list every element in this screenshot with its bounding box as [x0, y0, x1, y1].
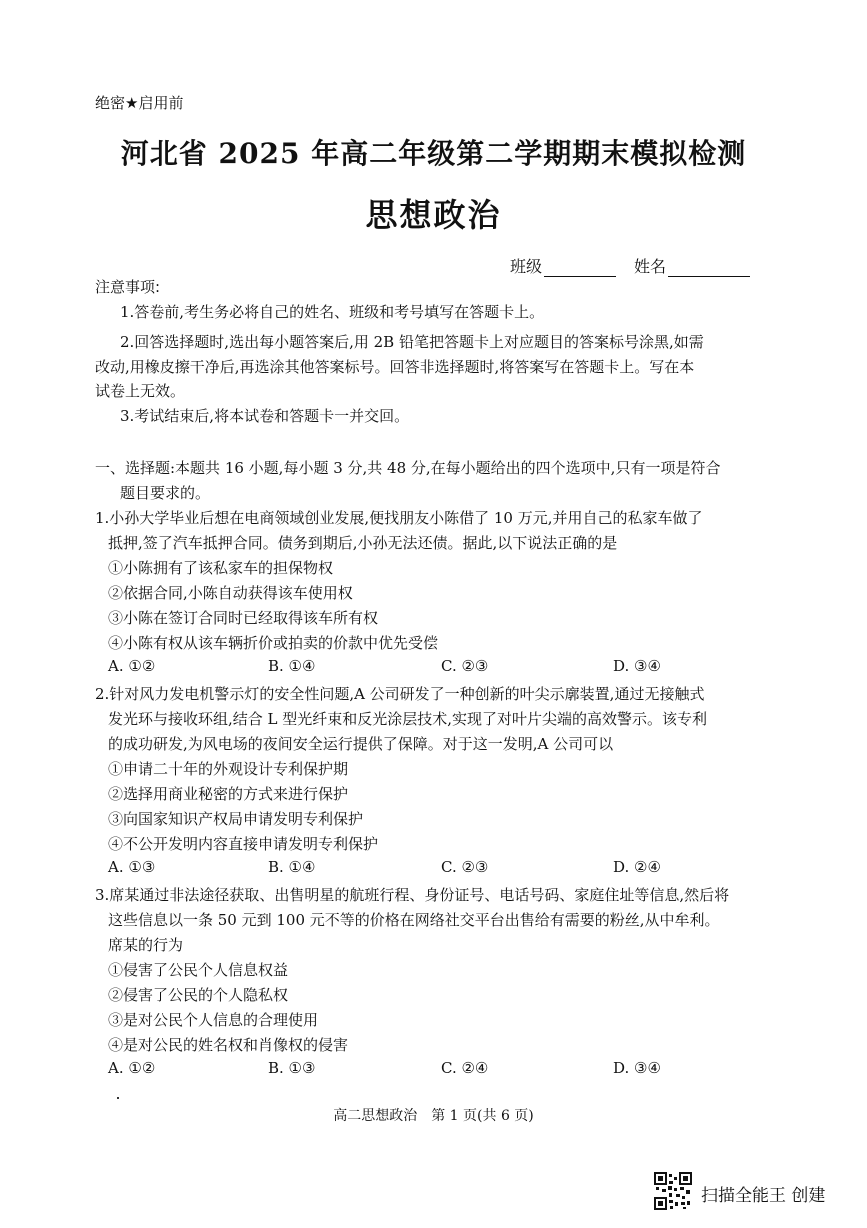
notice-item: 3.考试结束后,将本试卷和答题卡一并交回。 [120, 407, 410, 425]
page-footer: 高二思想政治 第 1 页(共 6 页) [333, 1108, 534, 1124]
question-2-option-b: B. ①④ [268, 858, 316, 876]
question-1-stem: 抵押,签了汽车抵押合同。债务到期后,小孙无法还债。据此,以下说法正确的是 [108, 534, 618, 552]
subject-title: 思想政治 [365, 196, 502, 234]
question-2-option-d: D. ②④ [613, 858, 661, 876]
question-3-stem: 席某的行为 [108, 936, 184, 954]
name-field [634, 254, 750, 277]
confidential-label: 绝密★启用前 [95, 94, 184, 112]
notice-title: 注意事项: [95, 278, 161, 296]
section-heading-cont: 题目要求的。 [120, 484, 211, 502]
question-2-item: ②选择用商业秘密的方式来进行保护 [108, 785, 349, 803]
class-label: 班级 [510, 257, 543, 276]
name-label: 姓名 [634, 257, 667, 276]
notice-item: 1.答卷前,考生务必将自己的姓名、班级和考号填写在答题卡上。 [120, 303, 545, 321]
question-2-stem: 发光环与接收环组,结合 L 型光纤束和反光涂层技术,实现了对叶片尖端的高效警示。该专利 [108, 710, 708, 728]
question-3-stem: 这些信息以一条 50 元到 100 元不等的价格在网络社交平台出售给有需要的粉丝,从中牟利。 [108, 911, 720, 929]
class-field [510, 254, 616, 277]
scan-speck [117, 1097, 119, 1099]
question-3-item: ④是对公民的姓名权和肖像权的侵害 [108, 1036, 349, 1054]
question-1-item: ①小陈拥有了该私家车的担保物权 [108, 559, 334, 577]
question-3-stem: 3.席某通过非法途径获取、出售明星的航班行程、身份证号、电话号码、家庭住址等信息,然后将 [95, 886, 730, 904]
question-3-item: ①侵害了公民个人信息权益 [108, 961, 289, 979]
question-1-option-c: C. ②③ [441, 657, 489, 675]
notice-item: 2.回答选择题时,选出每小题答案后,用 2B 铅笔把答题卡上对应题目的答案标号涂黑,如需 [120, 333, 704, 351]
question-2-item: ④不公开发明内容直接申请发明专利保护 [108, 835, 379, 853]
question-2-stem: 2.针对风力发电机警示灯的安全性问题,A 公司研发了一种创新的叶尖示廓装置,通过无接触式 [95, 685, 705, 703]
question-2-item: ①申请二十年的外观设计专利保护期 [108, 760, 349, 778]
class-blank [544, 260, 616, 277]
question-1-item: ④小陈有权从该车辆折价或拍卖的价款中优先受偿 [108, 634, 439, 652]
question-1-stem: 1.小孙大学毕业后想在电商领域创业发展,便找朋友小陈借了 10 万元,并用自己的私家车做了 [95, 509, 703, 527]
question-3-option-c: C. ②④ [441, 1059, 489, 1077]
question-1-item: ②依据合同,小陈自动获得该车使用权 [108, 584, 353, 602]
qr-code-icon [654, 1172, 692, 1210]
exam-title: 河北省 2025 年高二年级第二学期期末模拟检测 [120, 137, 747, 170]
notice-item: 改动,用橡皮擦干净后,再选涂其他答案标号。回答非选择题时,将答案写在答题卡上。写在本 [95, 358, 695, 376]
question-3-option-b: B. ①③ [268, 1059, 316, 1077]
question-2-option-a: A. ①③ [108, 858, 156, 876]
section-heading: 一、选择题:本题共 16 小题,每小题 3 分,共 48 分,在每小题给出的四个选项中,只有一项是符合 [95, 459, 721, 477]
question-1-item: ③小陈在签订合同时已经取得该车所有权 [108, 609, 379, 627]
question-2-stem: 的成功研发,为风电场的夜间安全运行提供了保障。对于这一发明,A 公司可以 [108, 735, 614, 753]
question-3-item: ③是对公民个人信息的合理使用 [108, 1011, 319, 1029]
question-1-option-a: A. ①② [108, 657, 156, 675]
notice-item: 试卷上无效。 [95, 382, 186, 400]
question-2-item: ③向国家知识产权局申请发明专利保护 [108, 810, 364, 828]
student-info-fields [510, 254, 750, 277]
question-3-item: ②侵害了公民的个人隐私权 [108, 986, 289, 1004]
scanner-watermark: 扫描全能王 创建 [701, 1186, 826, 1206]
question-2-option-c: C. ②③ [441, 858, 489, 876]
question-1-option-b: B. ①④ [268, 657, 316, 675]
question-3-option-d: D. ③④ [613, 1059, 661, 1077]
question-1-option-d: D. ③④ [613, 657, 661, 675]
question-3-option-a: A. ①② [108, 1059, 156, 1077]
name-blank [668, 260, 750, 277]
